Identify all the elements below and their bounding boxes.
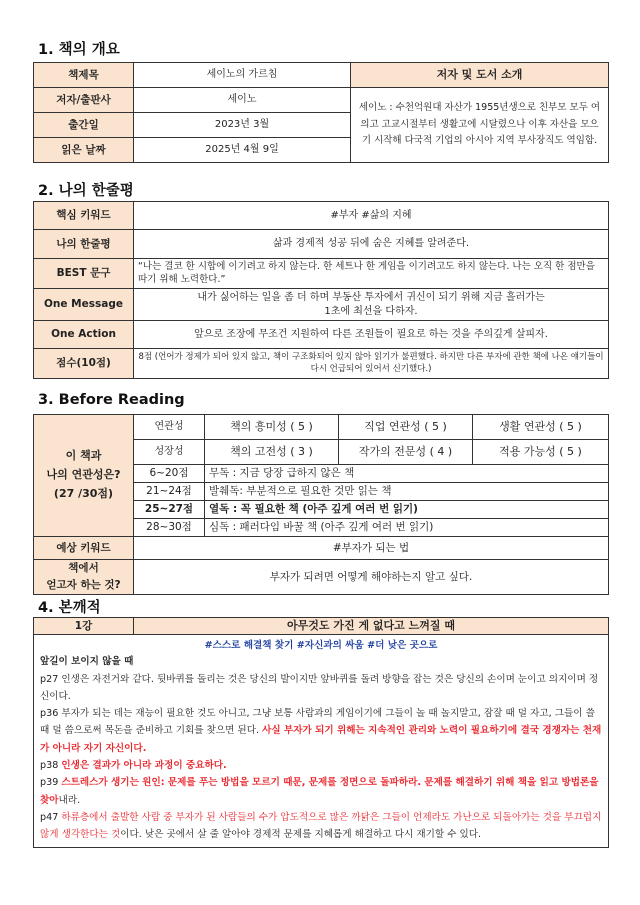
section-title-before: 3. Before Reading [38, 392, 185, 408]
expected-keyword-label: 예상 키워드 [34, 537, 134, 560]
review-label-keyword: 핵심 키워드 [34, 202, 134, 230]
chapter-title: 아무것도 가진 게 없다고 느껴질 때 [134, 618, 609, 635]
relevance-life: 생활 연관성 ( 5 ) [473, 415, 609, 440]
excerpt-heading: 앞길이 보이지 않을 때 [40, 656, 134, 668]
score-desc: 심독 : 패러다임 바꿀 책 (아주 깊게 여러 번 읽기) [205, 519, 609, 537]
review-value-message: 내가 싫어하는 일을 좀 더 하며 부동산 투자에서 귀신이 되기 위해 지금 흘러가는 1초에 최선을 다하자. [134, 289, 609, 321]
overview-label-read-date: 읽은 날짜 [34, 138, 134, 163]
overview-value-published: 2023년 3월 [134, 113, 351, 138]
score-range-selected: 25~27점 [134, 501, 205, 519]
author-intro: 세이노 : 수천억원대 자산가 1955년생으로 친부모 모두 여의고 고교시절부터 생활고에 시달렸으나 이후 자산을 모으기 시작해 다국적 기업의 아시아 지역 부사장직도 역임함. [351, 88, 609, 163]
overview-value-title: 세이노의 가르침 [134, 63, 351, 88]
before-table [33, 414, 609, 595]
review-value-best: “나는 결코 한 시합에 이기려고 하지 않는다. 한 세트나 한 게임을 이기려고도 하지 않는다. 나는 오직 한 점만을 따기 위해 노력한다.” [134, 259, 609, 289]
overview-label-published: 출간일 [34, 113, 134, 138]
excerpt-body [34, 635, 609, 848]
review-label-best: BEST 문구 [34, 259, 134, 289]
excerpt-p47: p47 하류층에서 출발한 사람 중 부자가 된 사람들의 수가 압도적으로 많은 까닭은 그들이 언제라도 가난으로 되돌아가는 것을 부끄럽지 않게 생각한다는 것이다. 낮은 곳에서 살 줄 알아야 경제적 문제를 지혜롭게 해결하고 다시 재기할 수 있다. [40, 811, 602, 841]
overview-table [33, 62, 609, 163]
growth-expertise: 작가의 전문성 ( 4 ) [339, 440, 473, 465]
chapter-tags: #스스로 해결책 찾기 #자신과의 싸움 #더 낮은 곳으로 [204, 640, 438, 651]
review-value-action: 앞으로 조장에 무조건 지원하여 다른 조원들이 필요로 하는 것을 주의깊게 살피자. [134, 321, 609, 349]
want-value: 부자가 되려면 어떻게 해야하는지 알고 싶다. [134, 560, 609, 595]
excerpt-p36: p36 부자가 되는 데는 재능이 필요한 것도 아니고, 그냥 보통 사람과의 게임이기에 그들이 놀 때 놀지말고, 잠잘 때 덜 자고, 그들이 쓸 때 덜 씀으로써 목돈을 준비하고 기회를 찾으면 된다. 사실 부자가 되기 위해는 지속적인 관리와 노력이 필요하기에 결국 경쟁자는 천재가 아니라 자기 자신이다. [40, 708, 602, 754]
want-label: 책에서 얻고자 하는 것? [34, 560, 134, 595]
review-label-message: One Message [34, 289, 134, 321]
relevance-label: 연관성 [134, 415, 205, 440]
score-range: 28~30점 [134, 519, 205, 537]
excerpt-p27: p27 인생은 자전거와 같다. 뒷바퀴를 돌리는 것은 당신의 발이지만 앞바퀴를 돌려 방향을 잡는 것은 당신의 손이며 눈이고 의지이며 정신이다. [40, 673, 599, 702]
review-label-score: 점수(10점) [34, 349, 134, 379]
section-title-review: 2. 나의 한줄평 [38, 183, 134, 199]
review-label-action: One Action [34, 321, 134, 349]
growth-applicability: 적용 가능성 ( 5 ) [473, 440, 609, 465]
overview-value-read-date: 2025년 4월 9일 [134, 138, 351, 163]
highlight-text: 사실 부자가 되기 위해는 지속적인 관리와 노력이 필요하기에 결국 경쟁자는 천재가 아니라 자기 자신이다. [40, 725, 602, 754]
excerpt-p38: p38 인생은 결과가 아니라 과정이 중요하다. [40, 759, 227, 771]
author-header: 저자 및 도서 소개 [351, 63, 609, 88]
review-value-keyword: #부자 #삶의 지혜 [134, 202, 609, 230]
score-desc: 발췌독: 부분적으로 필요한 것만 읽는 책 [205, 483, 609, 501]
highlight-text: 하류층에서 출발한 사람 중 부자가 된 사람들의 수가 압도적으로 많은 까닭은 그들이 언제라도 가난으로 되돌아가는 것을 부끄럽지 않게 생각한다는 것 [40, 811, 602, 841]
review-table [33, 201, 609, 379]
relevance-interest: 책의 흥미성 ( 5 ) [205, 415, 339, 440]
chapter-number: 1강 [34, 618, 134, 635]
section-title-excerpt: 4. 본깨적 [38, 600, 101, 616]
overview-label-title: 책제목 [34, 63, 134, 88]
overview-label-author: 저자/출판사 [34, 88, 134, 113]
relevance-summary: 이 책과 나의 연관성은? (27 /30점) [34, 415, 134, 537]
highlight-text: 인생은 결과가 아니라 과정이 중요하다. [61, 759, 227, 771]
score-range: 21~24점 [134, 483, 205, 501]
review-label-oneline: 나의 한줄평 [34, 230, 134, 259]
expected-keyword-value: #부자가 되는 법 [134, 537, 609, 560]
growth-label: 성장성 [134, 440, 205, 465]
excerpt-p39: p39 스트레스가 생기는 원인: 문제를 푸는 방법을 모르기 때문, 문제를 정면으로 돌파하라. 문제를 해결하기 위해 책을 읽고 방법론을 찾아내라. [40, 777, 599, 806]
score-range: 6~20점 [134, 465, 205, 483]
section-title-overview: 1. 책의 개요 [38, 42, 120, 58]
review-value-score: 8점 (언어가 정제가 되어 있지 않고, 책이 구조화되어 있지 않아 읽기가 불편했다. 하지만 다른 부자에 관한 책에 나온 얘기들이 다시 언급되어 있어서 신기했다.) [134, 349, 609, 379]
highlight-text: 스트레스가 생기는 원인: 문제를 푸는 방법을 모르기 때문, 문제를 정면으로 돌파하라. 문제를 해결하기 위해 책을 읽고 방법론을 찾아 [40, 777, 599, 806]
score-desc-selected: 열독 : 꼭 필요한 책 (아주 깊게 여러 번 읽기) [205, 501, 609, 519]
review-value-oneline: 삶과 경제적 성공 뒤에 숨은 지혜를 알려준다. [134, 230, 609, 259]
score-desc: 무독 : 지금 당장 급하지 않은 책 [205, 465, 609, 483]
overview-value-author: 세이노 [134, 88, 351, 113]
growth-classic: 책의 고전성 ( 3 ) [205, 440, 339, 465]
excerpt-table [33, 617, 609, 848]
relevance-job: 직업 연관성 ( 5 ) [339, 415, 473, 440]
